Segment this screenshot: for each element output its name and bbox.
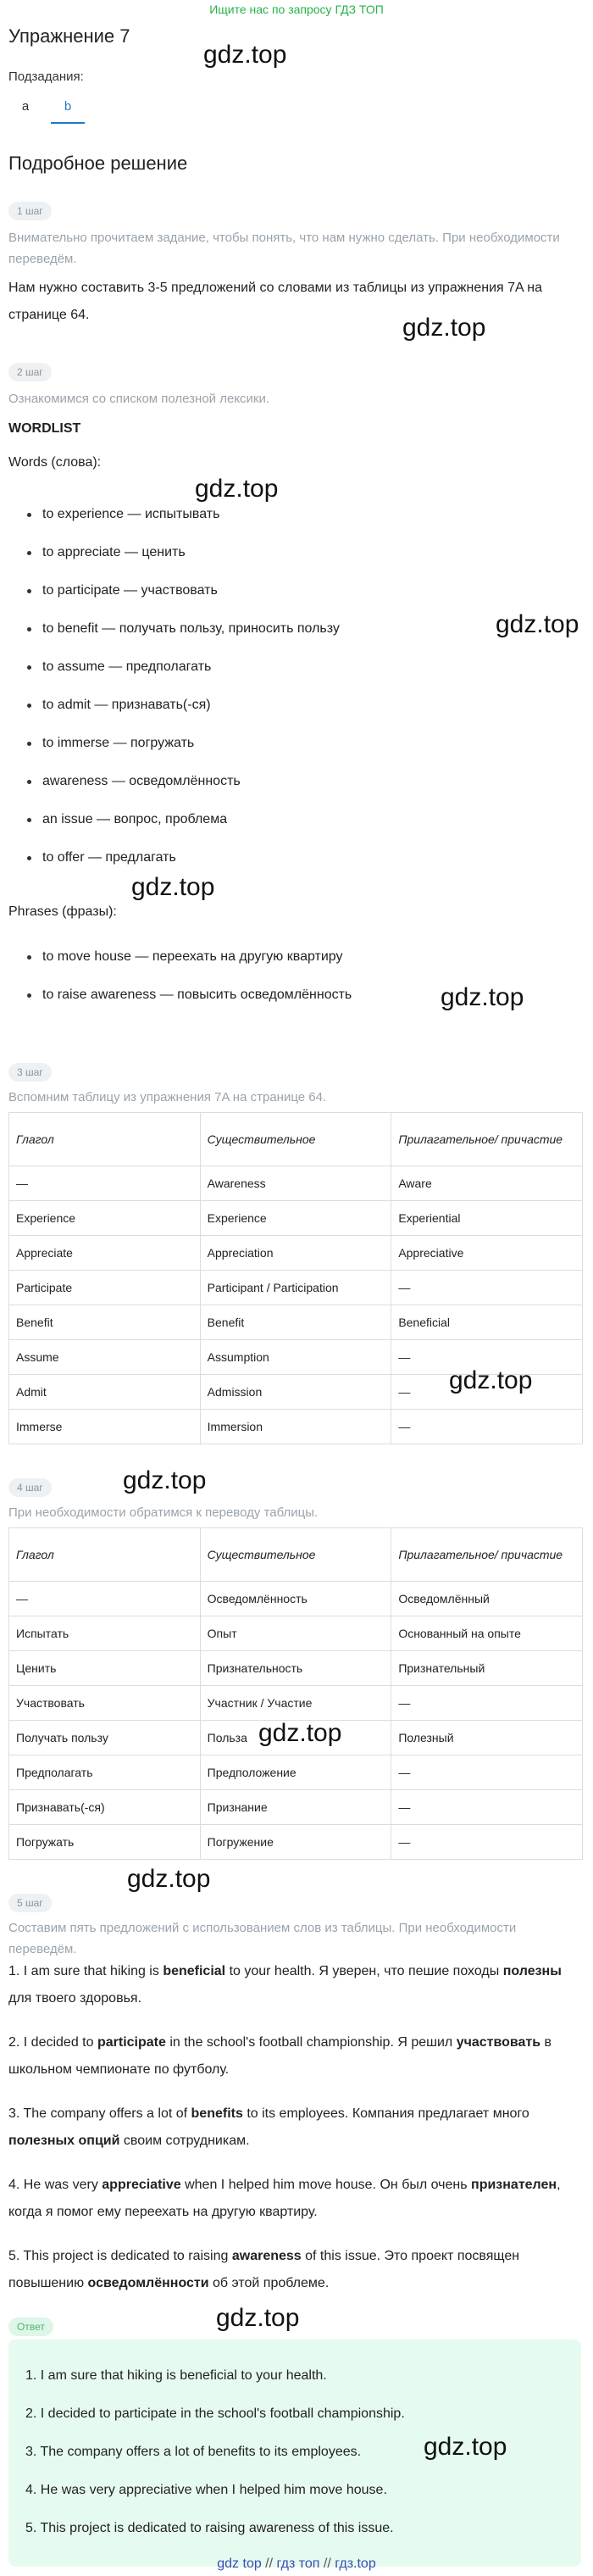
table-cell: Appreciative xyxy=(391,1236,583,1271)
table-row xyxy=(9,1616,583,1651)
table-row xyxy=(9,1236,583,1271)
text: to its employees. Компания предлагает много xyxy=(242,2106,529,2121)
list-item: to benefit — получать пользу, приносить пользу xyxy=(8,609,568,648)
table-cell: Ценить xyxy=(9,1651,201,1686)
answer-line: 2. I decided to participate in the school's football championship. xyxy=(25,2406,405,2421)
footer-link[interactable]: гдз топ xyxy=(276,2557,320,2571)
separator: // xyxy=(261,2557,277,2571)
example-sentence xyxy=(8,2243,576,2297)
text: of this issue. Это проект посвящен повышению xyxy=(8,2249,520,2290)
forms-table-ru xyxy=(8,1527,583,1860)
table-cell: Assume xyxy=(9,1340,201,1375)
keyword: beneficial xyxy=(163,1964,226,1978)
table-cell: Assumption xyxy=(200,1340,391,1375)
watermark: gdz.top xyxy=(258,1719,342,1747)
table-cell: Experiential xyxy=(391,1201,583,1236)
list-item: to raise awareness — повысить осведомлённость xyxy=(8,976,568,1014)
list-item: to participate — участвовать xyxy=(8,571,568,609)
words-list xyxy=(8,495,568,876)
table-cell: Испытать xyxy=(9,1616,201,1651)
table-row xyxy=(9,1271,583,1305)
table-cell: Aware xyxy=(391,1166,583,1201)
answer-line: 3. The company offers a lot of benefits to its employees. xyxy=(25,2445,362,2459)
table-row xyxy=(9,1651,583,1686)
solution-title: Подробное решение xyxy=(8,153,188,174)
answer-line: 4. He was very appreciative when I helped him move house. xyxy=(25,2483,387,2497)
table-row xyxy=(9,1755,583,1790)
text: для твоего здоровья. xyxy=(8,1991,142,2006)
table-header-row xyxy=(9,1528,583,1582)
watermark: gdz.top xyxy=(195,475,279,503)
footer-link[interactable]: gdz top xyxy=(217,2557,262,2571)
column-header: Существительное xyxy=(200,1528,391,1582)
table-cell: Appreciation xyxy=(200,1236,391,1271)
text: to your health. Я уверен, что пешие походы xyxy=(225,1964,503,1978)
step-badge: 5 шаг xyxy=(8,1894,52,1912)
list-item: to immerse — погружать xyxy=(8,724,568,762)
phrases-label: Phrases (фразы): xyxy=(8,904,117,919)
table-cell: Участвовать xyxy=(9,1686,201,1721)
table-cell: Погружать xyxy=(9,1825,201,1860)
keyword: осведомлённости xyxy=(87,2276,209,2290)
table-cell: Admission xyxy=(200,1375,391,1410)
list-item: an issue — вопрос, проблема xyxy=(8,800,568,838)
keyword: awareness xyxy=(231,2249,302,2263)
step-note: Вспомним таблицу из упражнения 7A на странице 64. xyxy=(8,1090,327,1104)
answer-line: 1. I am sure that hiking is beneficial to your health. xyxy=(25,2368,327,2383)
keyword: полезны xyxy=(502,1964,562,1978)
table-row xyxy=(9,1410,583,1444)
table-cell: Experience xyxy=(9,1201,201,1236)
table-row xyxy=(9,1201,583,1236)
text: when I helped him move house. Он был очень xyxy=(180,2178,472,2192)
column-header: Глагол xyxy=(9,1528,201,1582)
footer-link[interactable]: гдз.top xyxy=(335,2557,376,2571)
step-note: Ознакомимся со списком полезной лексики. xyxy=(8,392,270,406)
list-item: to experience — испытывать xyxy=(8,495,568,533)
separator: // xyxy=(319,2557,335,2571)
watermark: gdz.top xyxy=(424,2433,507,2461)
table-cell: Опыт xyxy=(200,1616,391,1651)
example-sentence xyxy=(8,2029,576,2084)
keyword: полезных опций xyxy=(8,2134,120,2148)
table-cell: — xyxy=(391,1271,583,1305)
text: об этой проблеме. xyxy=(208,2276,330,2290)
table-cell: Предполагать xyxy=(9,1755,201,1790)
search-banner: Ищите нас по запросу ГДЗ ТОП xyxy=(209,3,384,16)
table-row xyxy=(9,1790,583,1825)
watermark: gdz.top xyxy=(402,314,486,342)
table-cell: Осведомлённый xyxy=(391,1582,583,1616)
keyword: участвовать xyxy=(456,2035,541,2050)
answer-line: 5. This project is dedicated to raising awareness of this issue. xyxy=(25,2521,394,2535)
page-title: Упражнение 7 xyxy=(8,25,130,47)
table-row xyxy=(9,1166,583,1201)
column-header: Прилагательное/ причастие xyxy=(391,1113,583,1166)
table-cell: Admit xyxy=(9,1375,201,1410)
step-note: При необходимости обратимся к переводу таблицы. xyxy=(8,1505,319,1520)
table-cell: Погружение xyxy=(200,1825,391,1860)
text: 3. The company offers a lot of xyxy=(8,2106,191,2121)
keyword: признателен xyxy=(471,2178,557,2192)
keyword: appreciative xyxy=(102,2178,181,2192)
text: 5. This project is dedicated to raising xyxy=(8,2249,232,2263)
example-sentence xyxy=(8,2100,576,2155)
table-cell: — xyxy=(391,1686,583,1721)
table-cell: Beneficial xyxy=(391,1305,583,1340)
text: 4. He was very xyxy=(8,2178,103,2192)
table-cell: Предположение xyxy=(200,1755,391,1790)
table-cell: Benefit xyxy=(9,1305,201,1340)
table-cell: Получать пользу xyxy=(9,1721,201,1755)
table-cell: Participant / Participation xyxy=(200,1271,391,1305)
step-badge: 4 шаг xyxy=(8,1478,52,1497)
list-item: to assume — предполагать xyxy=(8,648,568,686)
list-item: awareness — осведомлённость xyxy=(8,762,568,800)
table-cell: — xyxy=(391,1375,583,1410)
step-badge: 3 шаг xyxy=(8,1063,52,1082)
list-item: to offer — предлагать xyxy=(8,838,568,876)
table-cell: Immerse xyxy=(9,1410,201,1444)
footer-links xyxy=(0,2557,593,2572)
table-cell: Participate xyxy=(9,1271,201,1305)
table-cell: Immersion xyxy=(200,1410,391,1444)
table-cell: Признательный xyxy=(391,1651,583,1686)
table-cell: Осведомлённость xyxy=(200,1582,391,1616)
table-cell: — xyxy=(9,1166,201,1201)
text: своим сотрудникам. xyxy=(119,2134,250,2148)
table-header-row xyxy=(9,1113,583,1166)
table-cell: — xyxy=(391,1410,583,1444)
list-item: to appreciate — ценить xyxy=(8,533,568,571)
table-row xyxy=(9,1686,583,1721)
step-note: Внимательно прочитаем задание, чтобы понять, что нам нужно сделать. При необходимости переведём. xyxy=(8,231,560,266)
table-cell: Признание xyxy=(200,1790,391,1825)
text: , когда я помог ему переехать на другую квартиру. xyxy=(8,2178,561,2219)
example-sentence xyxy=(8,2172,576,2226)
tab-a[interactable]: a xyxy=(21,99,30,114)
watermark: gdz.top xyxy=(449,1366,533,1394)
watermark: gdz.top xyxy=(131,873,215,901)
column-header: Прилагательное/ причастие xyxy=(391,1528,583,1582)
tab-b[interactable]: b xyxy=(51,92,85,124)
column-header: Существительное xyxy=(200,1113,391,1166)
table-cell: — xyxy=(391,1790,583,1825)
table-cell: Benefit xyxy=(200,1305,391,1340)
table-row xyxy=(9,1305,583,1340)
step-badge: 1 шаг xyxy=(8,202,52,220)
table-cell: Основанный на опыте xyxy=(391,1616,583,1651)
table-cell: Польза xyxy=(200,1721,391,1755)
table-cell: — xyxy=(391,1755,583,1790)
watermark: gdz.top xyxy=(216,2304,300,2332)
table-cell: Полезный xyxy=(391,1721,583,1755)
table-cell: Участник / Участие xyxy=(200,1686,391,1721)
text: в школьном чемпионате по футболу. xyxy=(8,2035,552,2077)
example-sentence xyxy=(8,1958,576,2012)
words-label: Words (слова): xyxy=(8,455,102,470)
table-row xyxy=(9,1582,583,1616)
table-cell: Awareness xyxy=(200,1166,391,1201)
watermark: gdz.top xyxy=(496,610,579,638)
table-cell: Признательность xyxy=(200,1651,391,1686)
text: 2. I decided to xyxy=(8,2035,97,2050)
subtasks-label: Подзадания: xyxy=(8,70,84,84)
keyword: benefits xyxy=(191,2106,243,2121)
step-badge: 2 шаг xyxy=(8,363,52,381)
watermark: gdz.top xyxy=(441,983,524,1011)
text: 1. I am sure that hiking is xyxy=(8,1964,163,1978)
list-item: to admit — признавать(-ся) xyxy=(8,686,568,724)
task-text: Нам нужно составить 3-5 предложений со словами из таблицы из упражнения 7A на странице 64. xyxy=(8,281,542,322)
watermark: gdz.top xyxy=(123,1466,207,1494)
subtask-tabs xyxy=(8,92,86,125)
answer-badge: Ответ xyxy=(8,2317,53,2336)
keyword: participate xyxy=(97,2035,166,2050)
text: in the school's football championship. Я решил xyxy=(165,2035,457,2050)
watermark: gdz.top xyxy=(203,41,287,69)
wordlist-heading: WORDLIST xyxy=(8,421,81,436)
table-cell: Appreciate xyxy=(9,1236,201,1271)
table-cell: Признавать(-ся) xyxy=(9,1790,201,1825)
table-cell: — xyxy=(391,1340,583,1375)
table-row xyxy=(9,1825,583,1860)
table-cell: — xyxy=(391,1825,583,1860)
watermark: gdz.top xyxy=(127,1865,211,1893)
table-cell: — xyxy=(9,1582,201,1616)
list-item: to move house — переехать на другую квартиру xyxy=(8,937,568,976)
column-header: Глагол xyxy=(9,1113,201,1166)
step-note: Составим пять предложений с использованием слов из таблицы. При необходимости переведём. xyxy=(8,1921,517,1956)
table-cell: Experience xyxy=(200,1201,391,1236)
